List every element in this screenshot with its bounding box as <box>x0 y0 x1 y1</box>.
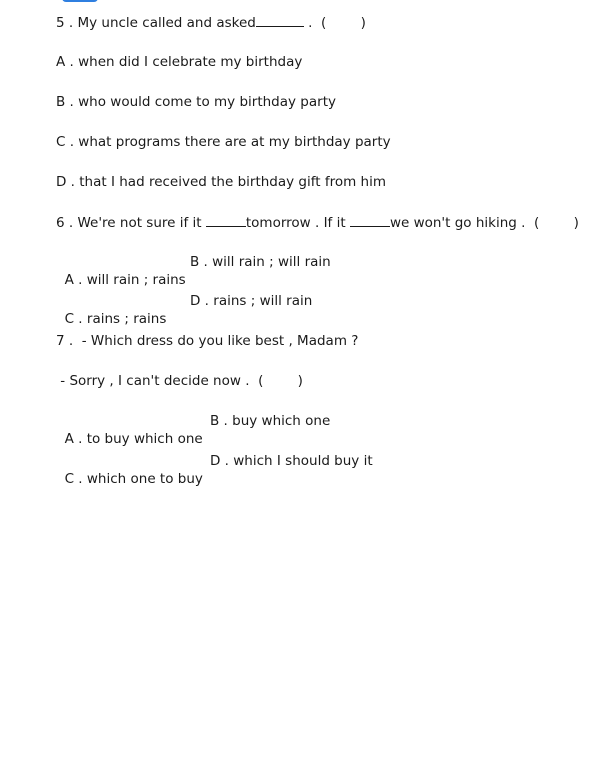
question-7-option-a: A . to buy which one <box>64 431 203 447</box>
question-6-options-row-1 <box>56 253 331 288</box>
question-5-paren: . ( ) <box>303 15 366 31</box>
question-6-text-part2: tomorrow . If it <box>245 215 350 231</box>
question-6-stem <box>56 213 579 231</box>
answer-blank <box>350 213 390 227</box>
question-5-text: 5 . My uncle called and asked <box>56 15 256 31</box>
question-7-option-b: B . buy which one <box>210 413 331 429</box>
question-7-options-row-2 <box>56 452 373 487</box>
question-5-option-a: A . when did I celebrate my birthday <box>56 54 303 70</box>
question-6-text-part3: we won't go hiking . ( ) <box>389 215 579 231</box>
question-6-options-row-2 <box>56 292 313 327</box>
question-7-option-c: C . which one to buy <box>64 471 203 487</box>
answer-blank <box>256 13 304 27</box>
question-6-option-d: D . rains ; will rain <box>190 293 313 309</box>
question-7-stem-line-2: - Sorry , I can't decide now . ( ) <box>56 373 303 389</box>
question-5-stem <box>56 13 366 31</box>
question-6-option-a: A . will rain ; rains <box>64 272 186 288</box>
question-6-option-c: C . rains ; rains <box>64 311 167 327</box>
question-5-option-b: B . who would come to my birthday party <box>56 94 336 110</box>
question-7-stem-line-1: 7 . - Which dress do you like best , Madam ? <box>56 333 359 349</box>
question-7-options-row-1 <box>56 412 331 447</box>
top-tab-indicator <box>62 0 98 2</box>
answer-blank <box>206 213 246 227</box>
question-5-option-d: D . that I had received the birthday gift from him <box>56 174 387 190</box>
question-5-option-c: C . what programs there are at my birthday party <box>56 134 391 150</box>
question-6-text-part1: 6 . We're not sure if it <box>56 215 206 231</box>
question-6-option-b: B . will rain ; will rain <box>190 254 331 270</box>
question-7-option-d: D . which I should buy it <box>210 453 373 469</box>
